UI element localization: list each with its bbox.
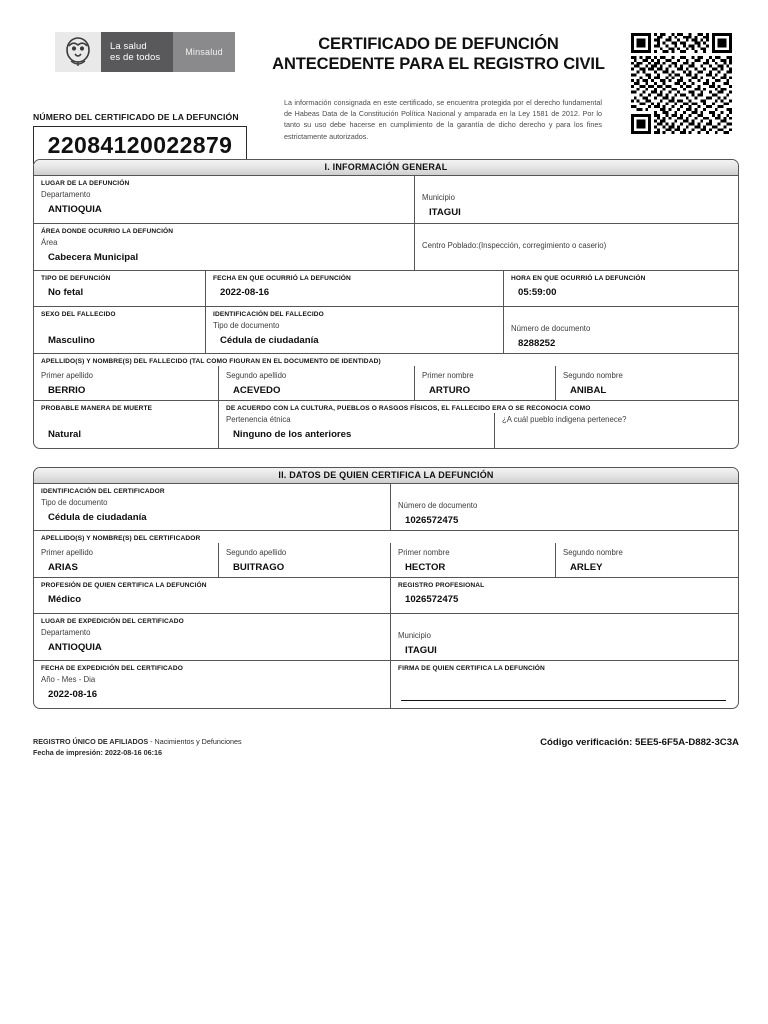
cell-fecha-expedicion: [34, 661, 391, 708]
certificate-number-value: 22084120022879: [47, 131, 233, 158]
centro-poblado-label: Centro Poblado:(Inspección, corregimiento o caserio): [422, 241, 607, 250]
expedicion-departamento-value: ANTIOQUIA: [48, 642, 102, 653]
municipio-value: ITAGUI: [429, 207, 461, 218]
footer-left: [33, 736, 242, 758]
pertenencia-etnica-value: Ninguno de los anteriores: [233, 429, 352, 440]
tipo-defuncion-label: TIPO DE DEFUNCIÓN: [41, 275, 111, 282]
row-sexo-identificacion: [34, 307, 738, 354]
colombia-coat-of-arms-icon: [55, 32, 101, 72]
cell-profesion: [34, 578, 391, 613]
page-title-line1: CERTIFICADO DE DEFUNCIÓN: [318, 35, 559, 53]
logo-ministry-label: Minsalud: [173, 32, 235, 72]
certificador-primer-nombre-label: Primer nombre: [398, 548, 450, 557]
manera-muerte-value: Natural: [48, 429, 82, 440]
cell-etnia-group: [219, 401, 738, 448]
footer-registry-rest: - Nacimientos y Defunciones: [148, 737, 242, 746]
sexo-value: Masculino: [48, 335, 95, 346]
certificador-primer-apellido-value: ARIAS: [48, 562, 78, 573]
document-header: [33, 26, 740, 158]
habeas-data-disclaimer: La información consignada en este certificado, se encuentra protegida por el derecho fundamental de Habeas Data de la Constitución Política Nacional y amparada en la Ley 1581 de 2012. Por lo tanto su uso debe hacerse en cumplimiento de la garantía de dicho derecho y para los fines estrictamente autorizados.: [284, 98, 602, 141]
cell-departamento-defuncion: [34, 176, 415, 223]
area-value: Cabecera Municipal: [48, 252, 139, 263]
primer-apellido-label: Primer apellido: [41, 371, 94, 380]
certificador-primer-nombre-value: HECTOR: [405, 562, 446, 573]
cell-segundo-apellido-certificador: [219, 543, 391, 578]
fecha-expedicion-value: 2022-08-16: [48, 689, 98, 700]
section1-title: I. INFORMACIÓN GENERAL: [34, 160, 738, 176]
expedicion-departamento-label: Departamento: [41, 628, 91, 637]
page-title-line2: ANTECEDENTE PARA EL REGISTRO CIVIL: [272, 55, 605, 73]
cell-tipo-documento-fallecido: [206, 307, 504, 353]
fecha-expedicion-label: FECHA DE EXPEDICIÓN DEL CERTIFICADO: [41, 665, 183, 672]
cell-registro-profesional: [391, 578, 738, 613]
manera-muerte-label: PROBABLE MANERA DE MUERTE: [41, 405, 153, 412]
sexo-label: SEXO DEL FALLECIDO: [41, 311, 116, 318]
lugar-expedicion-group-label: LUGAR DE EXPEDICIÓN DEL CERTIFICADO: [41, 618, 184, 625]
cell-segundo-nombre-fallecido: [556, 366, 738, 401]
row-manera-etnia: [34, 401, 738, 448]
cell-fecha-defuncion: [206, 271, 504, 306]
row-area-defuncion: [34, 224, 738, 271]
numero-documento-label: Número de documento: [511, 324, 591, 333]
logo-slogan: [101, 32, 173, 72]
cell-area: [34, 224, 415, 270]
segundo-nombre-label: Segundo nombre: [563, 371, 623, 380]
certificador-segundo-nombre-value: ARLEY: [570, 562, 603, 573]
certificador-numero-documento-label: Número de documento: [398, 501, 478, 510]
footer-print-date: Fecha de impresión: 2022-08-16 06:16: [33, 748, 163, 757]
footer-registry-line: [33, 736, 242, 747]
row-lugar-expedicion: [34, 614, 738, 661]
tipo-documento-value: Cédula de ciudadanía: [220, 335, 319, 346]
page-title: [261, 34, 616, 74]
municipio-label: Municipio: [422, 193, 455, 202]
hora-defuncion-label: HORA EN QUE OCURRIÓ LA DEFUNCIÓN: [511, 275, 646, 282]
area-label: Área: [41, 238, 58, 247]
primer-nombre-label: Primer nombre: [422, 371, 474, 380]
numero-documento-value: 8288252: [518, 338, 556, 349]
certificador-numero-documento-value: 1026572475: [405, 515, 459, 526]
cell-hora-defuncion: [504, 271, 738, 306]
cell-primer-apellido-fallecido: [34, 366, 219, 401]
row-tipo-fecha-hora: [34, 271, 738, 307]
cell-pertenencia-etnica: [219, 413, 494, 449]
registro-profesional-value: 1026572475: [405, 594, 459, 605]
expedicion-municipio-value: ITAGUI: [405, 645, 437, 656]
row-nombres-fallecido: [34, 354, 738, 401]
cell-firma-certificador: [391, 661, 738, 708]
certificador-tipo-documento-value: Cédula de ciudadanía: [48, 512, 147, 523]
fecha-defuncion-label: FECHA EN QUE OCURRIÓ LA DEFUNCIÓN: [213, 275, 351, 282]
row-profesion-registro: [34, 578, 738, 614]
signature-line: [401, 700, 726, 701]
departamento-label: Departamento: [41, 190, 91, 199]
hora-defuncion-value: 05:59:00: [518, 287, 557, 298]
section-informacion-general: [33, 159, 739, 449]
lugar-group-label: LUGAR DE LA DEFUNCIÓN: [41, 180, 130, 187]
segundo-apellido-value: ACEVEDO: [233, 385, 281, 396]
cell-primer-apellido-certificador: [34, 543, 219, 578]
registro-profesional-label: REGISTRO PROFESIONAL: [398, 582, 485, 589]
cell-numero-documento-certificador: [391, 484, 738, 530]
logo-slogan-line1: La salud: [110, 40, 147, 52]
departamento-value: ANTIOQUIA: [48, 204, 102, 215]
certificador-tipo-documento-label: Tipo de documento: [41, 498, 108, 507]
qr-code-icon: [628, 30, 735, 137]
minsalud-logo: [55, 32, 235, 72]
cell-municipio-expedicion: [391, 614, 738, 660]
section-datos-certificador: [33, 467, 739, 709]
certificador-segundo-apellido-label: Segundo apellido: [226, 548, 287, 557]
logo-slogan-line2: es de todos: [110, 52, 161, 63]
tipo-documento-label: Tipo de documento: [213, 321, 280, 330]
cell-departamento-expedicion: [34, 614, 391, 660]
fecha-defuncion-value: 2022-08-16: [220, 287, 270, 298]
area-group-label: ÁREA DONDE OCURRIO LA DEFUNCIÓN: [41, 228, 174, 235]
cell-primer-nombre-fallecido: [415, 366, 556, 401]
fecha-expedicion-sublabel: Año - Mes - Dia: [41, 675, 96, 684]
footer-registry-bold: REGISTRO ÚNICO DE AFILIADOS: [33, 737, 149, 746]
profesion-label: PROFESIÓN DE QUIEN CERTIFICA LA DEFUNCIÓN: [41, 582, 207, 589]
cell-municipio-defuncion: [415, 176, 738, 223]
certificador-primer-apellido-label: Primer apellido: [41, 548, 94, 557]
row-fecha-firma: [34, 661, 738, 708]
row-lugar-defuncion: [34, 176, 738, 224]
certificador-segundo-nombre-label: Segundo nombre: [563, 548, 623, 557]
firma-label: FIRMA DE QUIEN CERTIFICA LA DEFUNCIÓN: [398, 665, 545, 672]
section2-title: II. DATOS DE QUIEN CERTIFICA LA DEFUNCIÓN: [34, 468, 738, 484]
tipo-defuncion-value: No fetal: [48, 287, 84, 298]
certificador-ident-group-label: IDENTIFICACIÓN DEL CERTIFICADOR: [41, 488, 165, 495]
pertenencia-etnica-label: Pertenencia étnica: [226, 415, 291, 424]
certificador-segundo-apellido-value: BUITRAGO: [233, 562, 285, 573]
verification-code: Código verificación: 5EE5-6F5A-D882-3C3A: [540, 737, 739, 748]
segundo-nombre-value: ANIBAL: [570, 385, 607, 396]
etnia-group-label: DE ACUERDO CON LA CULTURA, PUEBLOS O RASGOS FÍSICOS, EL FALLECIDO ERA O SE RECONOCIA COMO: [226, 405, 591, 412]
nombres-group-label: APELLIDO(S) Y NOMBRE(S) DEL FALLECIDO (TAL COMO FIGURAN EN EL DOCUMENTO DE IDENTIDAD): [41, 358, 381, 365]
cell-tipo-defuncion: [34, 271, 206, 306]
cell-tipo-documento-certificador: [34, 484, 391, 530]
primer-nombre-value: ARTURO: [429, 385, 471, 396]
cell-manera-muerte: [34, 401, 219, 448]
cell-sexo-fallecido: [34, 307, 206, 353]
profesion-value: Médico: [48, 594, 82, 605]
row-identificacion-certificador: [34, 484, 738, 531]
cell-segundo-apellido-fallecido: [219, 366, 415, 401]
row-nombres-certificador: [34, 531, 738, 578]
pueblo-indigena-label: ¿A cuál pueblo indigena pertenece?: [502, 415, 627, 424]
cell-centro-poblado: [415, 224, 738, 270]
primer-apellido-value: BERRIO: [48, 385, 86, 396]
identificacion-group-label: IDENTIFICACIÓN DEL FALLECIDO: [213, 311, 324, 318]
cell-segundo-nombre-certificador: [556, 543, 738, 578]
cell-pueblo-indigena: [494, 413, 738, 449]
document-footer: [33, 736, 739, 758]
cell-primer-nombre-certificador: [391, 543, 556, 578]
expedicion-municipio-label: Municipio: [398, 631, 431, 640]
certificate-number-label: NÚMERO DEL CERTIFICADO DE LA DEFUNCIÓN: [33, 112, 239, 122]
certificador-nombres-group-label: APELLIDO(S) Y NOMBRE(S) DEL CERTIFICADOR: [41, 535, 201, 542]
segundo-apellido-label: Segundo apellido: [226, 371, 287, 380]
cell-numero-documento-fallecido: [504, 307, 738, 353]
